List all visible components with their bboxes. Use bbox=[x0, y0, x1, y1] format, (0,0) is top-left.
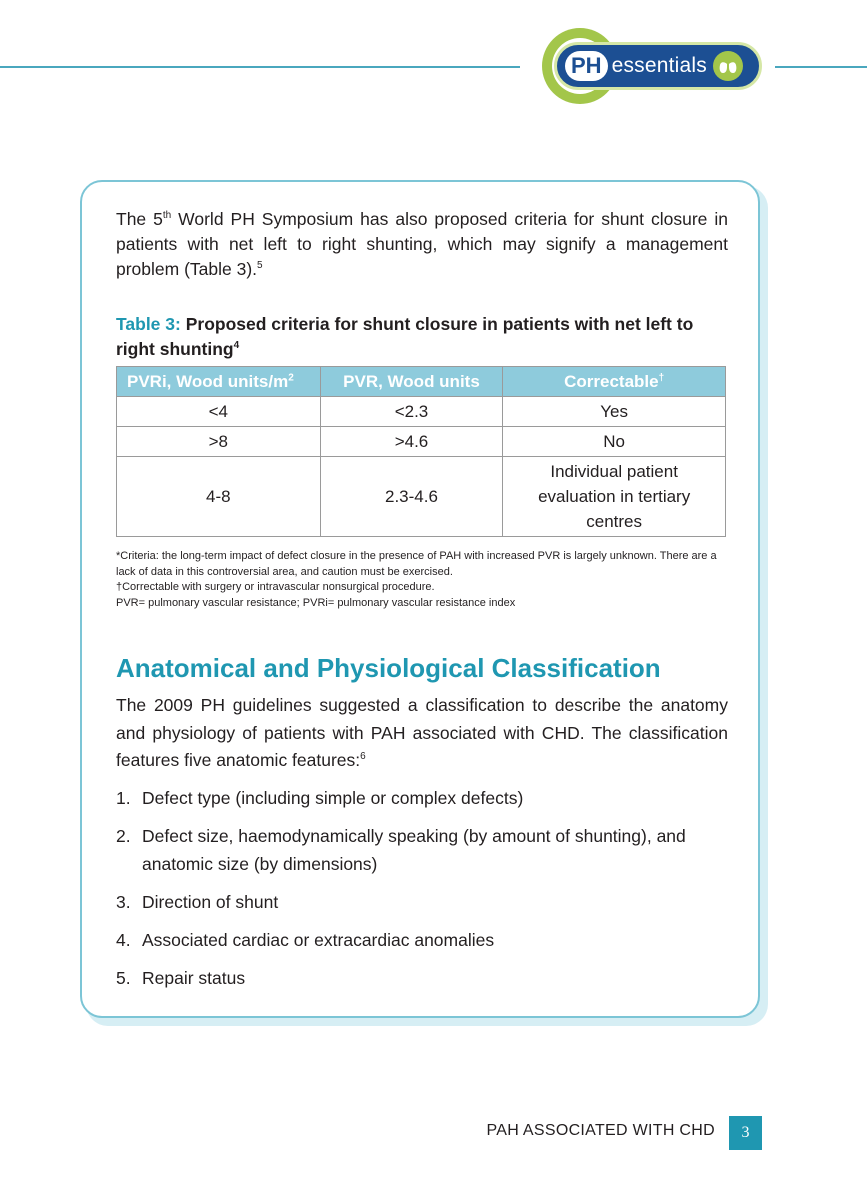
cell-pvri: 4-8 bbox=[117, 457, 321, 537]
header-rule-left bbox=[0, 66, 520, 68]
table-row bbox=[117, 397, 726, 427]
page-number: 3 bbox=[729, 1116, 762, 1150]
footnote-abbreviations: PVR= pulmonary vascular resistance; PVRi= pulmonary vascular resistance index bbox=[116, 596, 516, 609]
footnote-criteria: *Criteria: the long-term impact of defect closure in the presence of PAH with increased PVR is largely unknown. There are a lack of data in this controversial area, and caution must be exercised. bbox=[116, 550, 717, 578]
logo-wordmark: essentials bbox=[611, 54, 707, 77]
list-item: 4. Associated cardiac or extracardiac anomalies bbox=[116, 929, 495, 950]
table-footnotes bbox=[116, 549, 728, 611]
cell-pvr: 2.3-4.6 bbox=[320, 457, 503, 537]
footnote-correctable: †Correctable with surgery or intravascular nonsurgical procedure. bbox=[116, 581, 435, 593]
cell-correctable: Yes bbox=[503, 397, 726, 427]
header-correctable: Correctable† bbox=[503, 367, 726, 397]
list-item: 2. Defect size, haemodynamically speaking (by amount of shunting), and anatomic size (by dimensions) bbox=[116, 826, 686, 874]
table-header-row bbox=[117, 367, 726, 397]
shunt-closure-criteria-table bbox=[116, 366, 726, 537]
logo-ph-badge: PH bbox=[565, 51, 608, 81]
table-caption-label: Table 3: bbox=[116, 314, 181, 334]
ph-essentials-logo bbox=[528, 28, 768, 104]
header-pvri: PVRi, Wood units/$m^2$ bbox=[117, 367, 321, 397]
header-pvr: PVR, Wood units bbox=[320, 367, 503, 397]
anatomic-features-list bbox=[116, 785, 728, 1003]
cell-pvr: >4.6 bbox=[320, 427, 503, 457]
section-title: Anatomical and Physiological Classification bbox=[116, 653, 661, 683]
lungs-icon bbox=[713, 51, 743, 81]
list-item: 3. Direction of shunt bbox=[116, 891, 279, 912]
cell-correctable: Individual patient evaluation in tertiary centres bbox=[503, 457, 726, 537]
list-item: 5. Repair status bbox=[116, 967, 246, 988]
cell-correctable: No bbox=[503, 427, 726, 457]
cell-pvr: <2.3 bbox=[320, 397, 503, 427]
logo-pill bbox=[554, 42, 762, 90]
table-row bbox=[117, 457, 726, 537]
header-rule-right bbox=[775, 66, 867, 68]
intro-paragraph: The 5th World PH Symposium has also proposed criteria for shunt closure in patients with net left to right shunting, which may signify a management problem (Table 3).$^5$ bbox=[116, 209, 729, 279]
table-caption: Table 3: Proposed criteria for shunt closure in patients with net left to right shunting$^4$ bbox=[116, 314, 694, 359]
table-row bbox=[117, 427, 726, 457]
list-item: 1. Defect type (including simple or complex defects) bbox=[116, 788, 524, 808]
running-footer-title: PAH ASSOCIATED WITH CHD bbox=[486, 1122, 715, 1139]
section-paragraph: The 2009 PH guidelines suggested a classification to describe the anatomy and physiology of patients with PAH associated with CHD. The classification features five anatomic features:$^6$ bbox=[116, 695, 728, 770]
cell-pvri: <4 bbox=[117, 397, 321, 427]
cell-pvri: >8 bbox=[117, 427, 321, 457]
